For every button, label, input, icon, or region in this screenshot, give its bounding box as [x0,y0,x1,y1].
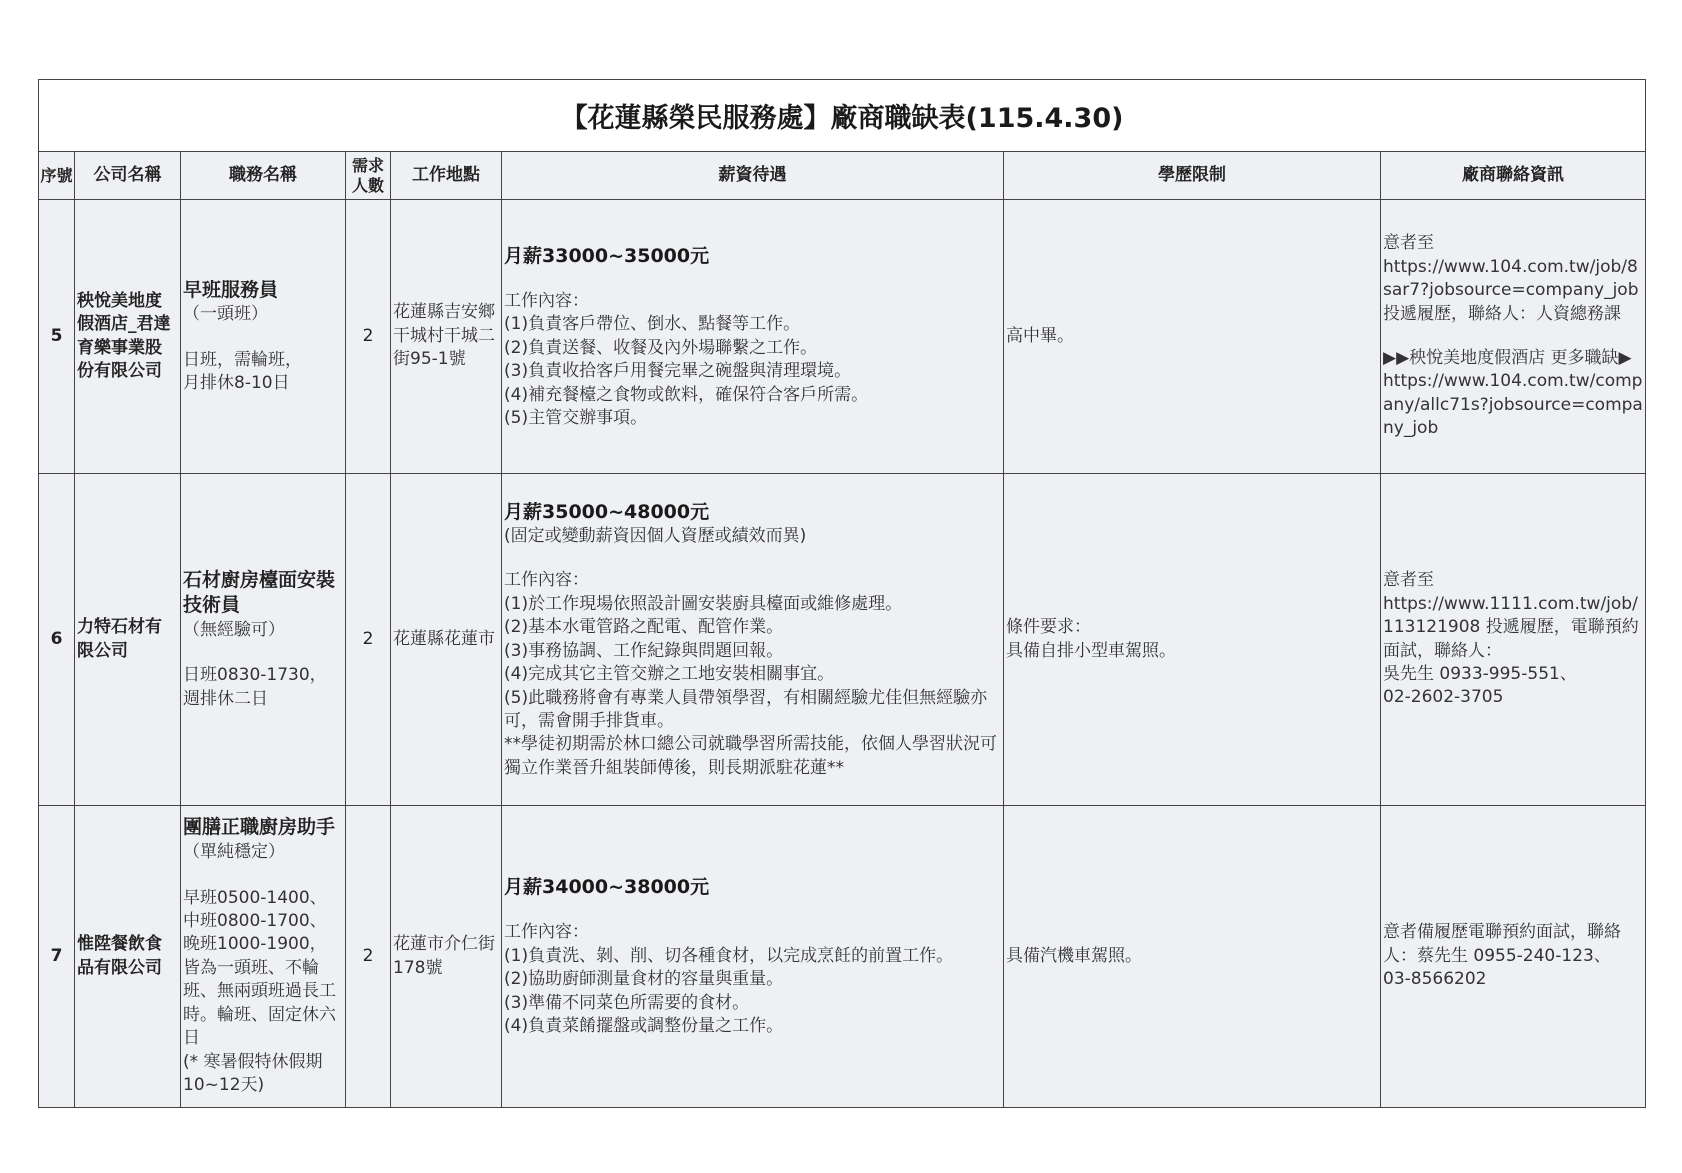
row-number: 6 [39,474,75,806]
schedule-line: 早班0500-1400、 [183,887,327,908]
job-duty-line: (2)負責送餐、收餐及內外場聯繫之工作。 [504,337,818,358]
schedule-line: 皆為一頭班、不輪班、無兩頭班過長工時。輪班、固定休六日 [183,957,336,1049]
education-requirement: 具備汽機車駕照。 [1004,806,1381,1108]
position-title: 團膳正職廚房助手 [183,816,336,839]
header-company: 公司名稱 [75,152,181,200]
schedule-line: (* 寒暑假特休假期10~12天) [183,1051,323,1096]
header-contact: 廠商聯絡資訊 [1381,152,1646,200]
headcount: 2 [346,806,391,1108]
job-duty-line: (1)於工作現場依照設計圖安裝廚具檯面或維修處理。 [504,593,903,614]
contact-line: ▶▶秧悅美地度假酒店 更多職缺▶ [1383,348,1632,368]
header-salary: 薪資待遇 [502,152,1004,200]
spacer [1383,326,1643,347]
job-vacancy-table [38,79,1646,1108]
salary-cell [502,806,1004,1108]
job-duty-line: (3)事務協調、工作紀錄與問題回報。 [504,640,784,661]
salary-amount: 月薪34000~38000元 [504,876,710,899]
contact-line: 意者至 [1383,570,1434,591]
header-location: 工作地點 [391,152,502,200]
position-schedule [183,887,343,1098]
salary-note: (固定或變動薪資因個人資歷或績效而異) [504,525,807,546]
position-subtitle: （無經驗可） [183,619,285,640]
company-name: 惟陞餐飲食品有限公司 [75,806,181,1108]
contact-info [1381,200,1646,474]
row-number: 5 [39,200,75,474]
headcount: 2 [346,200,391,474]
page-title: 【花蓮縣榮民服務處】廠商職缺表(115.4.30) [39,80,1646,152]
position-cell [181,474,346,806]
job-duty-line: (3)負責收拾客戶用餐完畢之碗盤與清理環境。 [504,361,852,382]
header-no: 序號 [39,152,75,200]
work-location: 花蓮縣花蓮市 [391,474,502,806]
job-duty-line: 工作內容： [504,922,589,943]
position-schedule [183,664,343,711]
salary-cell [502,200,1004,474]
job-duty-line: (5)主管交辦事項。 [504,408,648,429]
job-duty-line: (2)協助廚師測量食材的容量與重量。 [504,969,784,990]
contact-line: 意者至 [1383,233,1434,254]
job-duty-line: (4)負責菜餚擺盤或調整份量之工作。 [504,1016,784,1037]
spacer [504,900,1001,921]
contact-line: 意者備履歷電聯預約面試，聯絡人：蔡先生 0955-240-123、 [1383,922,1621,966]
company-name: 秧悅美地度假酒店_君達育樂事業股份有限公司 [75,200,181,474]
contact-line: 02-2602-3705 [1383,687,1504,708]
job-duty-line: (4)補充餐檯之食物或飲料，確保符合客戶所需。 [504,384,869,405]
work-location: 花蓮市介仁街178號 [391,806,502,1108]
position-title: 早班服務員 [183,278,279,301]
row-number: 7 [39,806,75,1108]
contact-line: https://www.1111.com.tw/job/113121908 投遞履歷，電聯預約面試，聯絡人： [1383,593,1639,661]
position-cell [181,806,346,1108]
header-count: 需求人數 [346,152,391,200]
job-duty-line: (1)負責洗、剝、削、切各種食材，以完成烹飪的前置工作。 [504,945,954,966]
position-subtitle: （一頭班） [183,304,268,325]
contact-line: 03-8566202 [1383,969,1487,990]
position-schedule [183,349,343,396]
table-row [39,806,1646,1108]
position-subtitle: （單純穩定） [183,842,285,863]
job-duty-line: (2)基本水電管路之配電、配管作業。 [504,617,784,638]
header-row [39,152,1646,200]
education-requirement: 高中畢。 [1004,200,1381,474]
contact-line: https://www.104.com.tw/company/allc71s?jobsource=company_job [1383,371,1643,439]
contact-info [1381,474,1646,806]
headcount: 2 [346,474,391,806]
job-duty-line: (3)準備不同菜色所需要的食材。 [504,992,750,1013]
salary-cell [502,474,1004,806]
contact-line: https://www.104.com.tw/job/8sar7?jobsource=company_job [1383,256,1639,301]
company-name: 力特石材有限公司 [75,474,181,806]
education-requirement: 條件要求： 具備自排小型車駕照。 [1004,474,1381,806]
schedule-line: 月排休8-10日 [183,373,290,394]
spacer [504,548,1001,569]
job-duty-line: (4)完成其它主管交辦之工地安裝相關事宜。 [504,664,835,685]
header-education: 學歷限制 [1004,152,1381,200]
contact-info [1381,806,1646,1108]
position-cell [181,200,346,474]
salary-amount: 月薪33000~35000元 [504,244,710,267]
table-row [39,474,1646,806]
job-duty-line: **學徒初期需於林口總公司就職學習所需技能，依個人學習狀況可獨立作業晉升組裝師傅後，則長期派駐花蓮** [504,734,997,778]
schedule-line: 日班0830-1730， [183,665,327,686]
salary-amount: 月薪35000~48000元 [504,500,710,523]
schedule-line: 晚班1000-1900， [183,934,327,955]
job-duty-line: 工作內容： [504,290,589,311]
schedule-line: 日班，需輪班， [183,349,302,370]
work-location: 花蓮縣吉安鄉干城村干城二街95-1號 [391,200,502,474]
job-duty-line: (1)負責客戶帶位、倒水、點餐等工作。 [504,314,801,335]
position-title: 石材廚房檯面安裝技術員 [183,568,336,617]
table-row [39,200,1646,474]
job-duty-line: 工作內容： [504,570,589,591]
job-duty-line: (5)此職務將會有專業人員帶領學習，有相關經驗尤佳但無經驗亦可，需會開手排貨車。 [504,687,988,732]
header-position: 職務名稱 [181,152,346,200]
contact-line: 投遞履歷，聯絡人：人資總務課 [1383,303,1621,324]
schedule-line: 週排休二日 [183,688,268,709]
contact-line: 吳先生 0933-995-551、 [1383,663,1577,684]
spacer [504,269,1001,290]
schedule-line: 中班0800-1700、 [183,910,327,931]
